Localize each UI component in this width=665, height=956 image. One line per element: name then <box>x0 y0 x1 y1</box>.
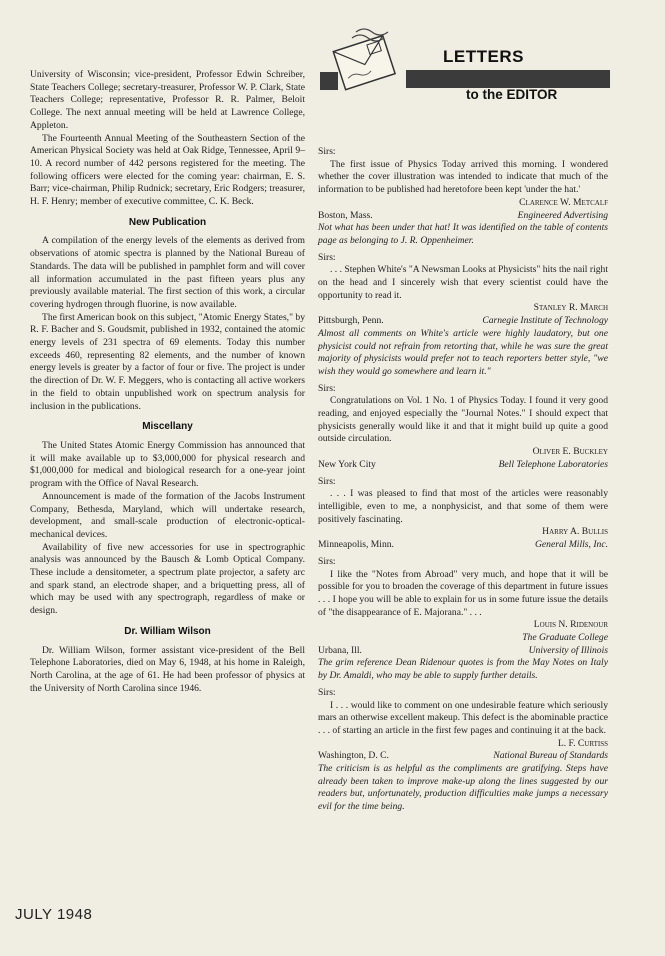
signature-org: General Mills, Inc. <box>534 539 608 551</box>
signature-org: National Bureau of Standards <box>493 750 608 762</box>
paragraph: The Fourteenth Annual Meeting of the Southeastern Section of the American Physical Society was held at Oak Ridge, Tennessee, April 9–10. A record number of 442 persons registered for the meeting. The following officers were elected for the coming year: chairman, E. S. Barr; vice-chairman, Philip Rudnick; secretary, Eric Rodgers; treasurer, H. F. Henry; member of executive committee, C. K. Beck. <box>30 132 305 208</box>
paragraph: A compilation of the energy levels of the elements as derived from observations of atomic spectra is planned by the National Bureau of Standards. The data will be published in pamphlet form and will cover all information accumulated in the past fifteen years plus any previously available material. The first section of this work, a circular covering hydrogen through fluorine, is now available. <box>30 235 305 310</box>
signature-name: L. F. Curtiss <box>557 737 608 749</box>
signature-city: Urbana, Ill. <box>318 644 362 656</box>
letter <box>318 252 608 379</box>
salutation: Sirs: <box>318 555 336 567</box>
banner-bar <box>406 70 610 88</box>
signature-city: Pittsburgh, Penn. <box>318 315 384 327</box>
letter <box>318 687 608 814</box>
signature-city: Boston, Mass. <box>318 209 373 221</box>
signature-org: Carnegie Institute of Technology <box>482 315 608 327</box>
editor-note: Almost all comments on White's article were highly laudatory, but one physicist could not refrain from retorting that, while he was sure the great majority of physicists would prefer not to teach reporters better style, "we wish they would go somewhere and learn it." <box>318 327 608 377</box>
signature-name: Louis N. Ridenour <box>533 619 608 631</box>
signature-dept: The Graduate College <box>522 632 608 644</box>
editor-note: Not what has been under that hat! It was identified on the table of contents page as belonging to J. R. Oppenheimer. <box>318 222 608 246</box>
salutation: Sirs: <box>318 686 336 698</box>
envelope-icon <box>322 28 412 108</box>
signature-name: Oliver E. Buckley <box>532 446 608 458</box>
signature-city: New York City <box>318 458 376 470</box>
letter <box>318 476 608 552</box>
signature-org: Bell Telephone Laboratories <box>498 458 608 470</box>
page-footer-date: JULY 1948 <box>15 906 93 923</box>
left-column <box>30 69 305 695</box>
letter <box>318 383 608 472</box>
signature-org: Engineered Advertising <box>517 209 608 221</box>
salutation: Sirs: <box>318 146 336 157</box>
section-heading: Dr. William Wilson <box>124 625 211 637</box>
letters-column <box>318 142 608 814</box>
editor-note: The grim reference Dean Ridenour quotes is from the May Notes on Italy by Dr. Amaldi, who may be able to supply further details. <box>318 657 608 682</box>
signature-name: Stanley R. March <box>533 302 608 314</box>
salutation: Sirs: <box>318 382 336 394</box>
salutation: Sirs: <box>318 251 336 263</box>
letter-body: . . . I was pleased to find that most of the articles were reasonably intelligible, even to me, a nonphysicist, and that some of them were positively fascinating. <box>318 488 608 525</box>
editor-note: The criticism is as helpful as the compliments are gratifying. Steps have already been taken to improve make-up along the lines suggested by our readers but, unfortunately, production difficulties make jumps a necessary evil for the time being. <box>318 763 608 813</box>
letter-body: Congratulations on Vol. 1 No. 1 of Physics Today. I found it very good reading, and enjoyed especially the "Journal Notes." I should expect that physicists generally would like it and that it might build up quite a good outside circulation. <box>318 395 608 445</box>
section-subtitle: to the EDITOR <box>466 87 558 102</box>
signature-name: Harry A. Bullis <box>542 526 608 538</box>
signature-city: Washington, D. C. <box>318 750 389 762</box>
signature-city: Minneapolis, Minn. <box>318 539 394 551</box>
letter <box>318 146 608 248</box>
letter-body: . . . Stephen White's "A Newsman Looks at Physicists" hits the nail right on the head and I sincerely wish that every scientist could have the opportunity to read it. <box>318 264 608 301</box>
salutation: Sirs: <box>318 475 336 487</box>
banner-block <box>320 72 338 90</box>
paragraph: Availability of five new accessories for use in spectrographic analysis was announced by the Bausch & Lomb Optical Company. These include a densitometer, a spectrum plate projector, a safety arc and spark stand, an electrode shaper, and a briquetting press, all of which may be used with any spectrograph, regardless of make or design. <box>30 541 305 617</box>
section-heading: Miscellany <box>142 421 193 433</box>
letter <box>318 556 608 683</box>
section-heading: New Publication <box>128 216 207 228</box>
paragraph: The first American book on this subject, "Atomic Energy States," by R. F. Bacher and S. Goudsmit, published in 1932, contained the atomic energy levels of 231 spectra of 69 elements. Today this number exceeds 460, representing 82 elements, and the number of known energy levels is greater by a factor of four or five. The project is under the direction of Dr. W. F. Meggers, who is contacting all active workers in the field to obtain unpublished work on spectrum analysis for inclusion in the publications. <box>30 311 305 412</box>
paragraph: University of Wisconsin; vice-president, Professor Edwin Schreiber, State Teachers College; secretary-treasurer, Professor W. P. Clark, State Teachers College; representative, Professor R. R. Palmer, Beloit College. The next annual meeting will be held at Lawrence College, Appleton. <box>30 69 305 131</box>
signature-name: Clarence W. Metcalf <box>519 196 608 208</box>
paragraph: The United States Atomic Energy Commission has announced that it will make available up to $3,000,000 for physical research and $1,000,000 for medical and biological research for a one-year joint program with the Office of Naval Research. <box>30 439 305 490</box>
paragraph: Announcement is made of the formation of the Jacobs Instrument Company, Bethesda, Maryland, which will undertake research, development, and small-scale production of electronic-optical-mechanical devices. <box>30 490 305 540</box>
signature-org: University of Illinois <box>528 644 608 656</box>
section-title: LETTERS <box>443 47 524 66</box>
letter-body: I . . . would like to comment on one undesirable feature which seriously mars an otherwise excellent makeup. This defect is the abominable practice . . . of starting an article in the first few pages and continuing it at the back. <box>318 699 608 736</box>
paragraph: Dr. William Wilson, former assistant vice-president of the Bell Telephone Laboratories, died on May 6, 1948, at his home in Raleigh, North Carolina, at the age of 61. He had been professor of physics at the University of North Carolina since 1946. <box>30 644 305 694</box>
letter-body: I like the "Notes from Abroad" very much, and hope that it will be possible for you to broaden the coverage of this department in future issues . . . I hope you will be able to explain for us in some future issue the details of "the disappearance of E. Majorana." . . . <box>318 568 608 618</box>
letter-body: The first issue of Physics Today arrived this morning. I wondered whether the cover illustration was intended to indicate that much of the information to be published had heretofore been kept 'under the hat.' <box>318 158 608 196</box>
